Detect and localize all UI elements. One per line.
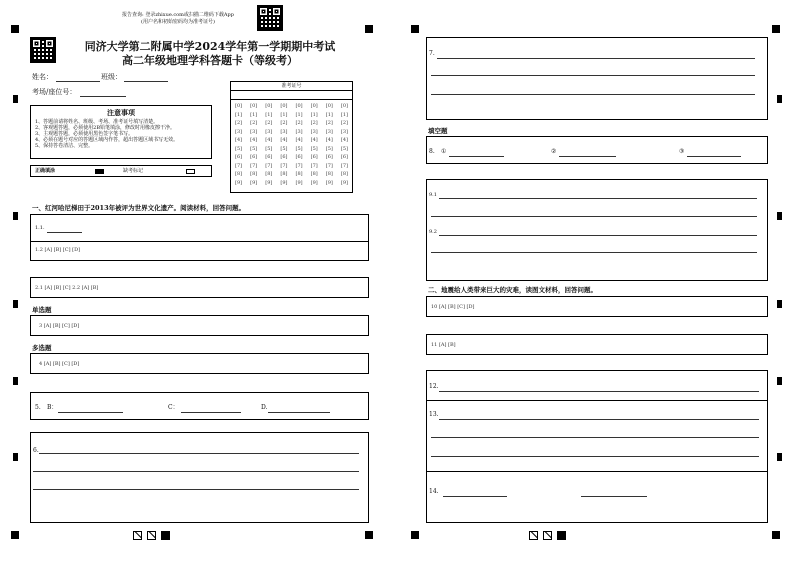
q5-c-blank[interactable] — [181, 412, 241, 413]
notice-title: 注意事项 — [107, 108, 135, 117]
section-2-title: 二、地震给人类带来巨大的灾难，读图文材料，回答问题。 — [428, 286, 597, 294]
alignment-mark — [411, 531, 419, 539]
side-mark — [777, 212, 782, 220]
answer-line[interactable] — [439, 391, 759, 392]
alignment-mark — [11, 25, 19, 33]
exam-id-column[interactable]: [0] [1] [2] [3] [4] [5] [6] [7] [8] [9] — [265, 103, 273, 186]
side-mark — [13, 95, 18, 103]
fill-example-box — [30, 165, 212, 177]
side-mark — [777, 95, 782, 103]
q5-d-label: D. — [261, 404, 268, 411]
header-instruction-2: (用户名和初始密码均为准考证号) — [141, 19, 215, 25]
room-seat-label: 考场/座位号： — [32, 88, 77, 96]
exam-id-column[interactable]: [0] [1] [2] [3] [4] [5] [6] [7] [8] [9] — [235, 103, 243, 186]
q5-label: 5. — [35, 404, 41, 411]
q8-blank-3[interactable] — [687, 156, 741, 157]
answer-line[interactable] — [439, 198, 757, 199]
q5-answer-box[interactable] — [30, 392, 369, 420]
section-1-title: 一、红河哈尼梯田于2013年被评为世界文化遗产。阅读材料，回答问题。 — [32, 204, 246, 212]
exam-id-box — [230, 81, 353, 193]
answer-line[interactable] — [439, 419, 759, 420]
answer-line[interactable] — [431, 94, 755, 95]
side-mark — [777, 377, 782, 385]
q8-blank-2-label: ② — [551, 148, 557, 155]
q12-label: 12. — [429, 383, 439, 390]
alignment-mark — [772, 25, 780, 33]
side-mark — [13, 300, 18, 308]
answer-line[interactable] — [431, 216, 757, 217]
q8-blank-1[interactable] — [449, 156, 504, 157]
q8-answer-box[interactable] — [426, 136, 768, 164]
q4-answer-box[interactable] — [30, 353, 369, 374]
q9-2-label: 9.2 — [429, 229, 437, 235]
exam-id-column[interactable]: [0] [1] [2] [3] [4] [5] [6] [7] [8] [9] — [250, 103, 258, 186]
alignment-mark — [11, 531, 19, 539]
report-qr-code — [257, 5, 283, 31]
q1-1-label: 1.1. — [35, 225, 45, 231]
q1-2-options[interactable]: 1.2 [A] [B] [C] [D] — [35, 247, 81, 253]
notice-item: 3、主观题答题，必须使用黑色签字笔书写。 — [35, 131, 134, 137]
answer-line[interactable] — [39, 453, 359, 454]
absent-mark-label: 缺考标记 — [123, 168, 144, 174]
correct-fill-sample — [95, 169, 104, 174]
single-choice-title: 单选题 — [32, 306, 52, 314]
notice-item: 5、保持答卷清洁、完整。 — [35, 143, 94, 149]
answer-line[interactable] — [431, 252, 757, 253]
q8-label: 8. — [429, 148, 435, 155]
q5-d-blank[interactable] — [268, 412, 330, 413]
answer-line[interactable] — [431, 456, 759, 457]
answer-line[interactable] — [437, 58, 755, 59]
page-code-box — [529, 531, 538, 540]
exam-id-bubbles — [231, 100, 352, 187]
multi-choice-title: 多选题 — [32, 344, 52, 352]
q5-b-blank[interactable] — [58, 412, 123, 413]
q8-blank-3-label: ③ — [679, 148, 685, 155]
q2-answer-box[interactable] — [30, 277, 369, 298]
page-code-box — [147, 531, 156, 540]
page-code-box — [543, 531, 552, 540]
side-mark — [777, 300, 782, 308]
room-seat-field[interactable] — [80, 96, 126, 97]
page-code-box — [161, 531, 170, 540]
q3-answer-box[interactable] — [30, 315, 369, 336]
class-label: 班级： — [101, 73, 122, 81]
card-qr-code — [30, 37, 56, 63]
class-field[interactable] — [124, 81, 168, 82]
alignment-mark — [365, 531, 373, 539]
q10-answer-box[interactable] — [426, 296, 768, 317]
q1-1-blank[interactable] — [47, 232, 82, 233]
q13-label: 13. — [429, 411, 439, 418]
answer-line[interactable] — [431, 437, 759, 438]
header-instruction-1: 报告查询: 登录zhixue.com或扫描二维码下载App — [122, 12, 234, 18]
answer-line[interactable] — [33, 489, 359, 490]
q7-answer-box[interactable] — [426, 37, 768, 120]
q11-answer-box[interactable] — [426, 334, 768, 355]
exam-id-label: 准考证号 — [231, 82, 352, 91]
notice-item: 2、客观题答题，必须使用2B铅笔填涂，修改时用橡皮擦干净。 — [35, 125, 176, 131]
side-mark — [13, 453, 18, 461]
notice-item: 1、答题前请将姓名、班级、考场、准考证号填写清楚。 — [35, 119, 159, 125]
exam-id-column[interactable]: [0] [1] [2] [3] [4] [5] [6] [7] [8] [9] — [310, 103, 318, 186]
notice-item: 4、必须在题号对应的答题区域内作答，超出答题区域书写无效。 — [35, 137, 179, 143]
q8-blank-2[interactable] — [559, 156, 616, 157]
q6-label: 6. — [33, 447, 39, 454]
fill-blank-title: 填空题 — [428, 127, 448, 135]
q9-answer-box[interactable] — [426, 179, 768, 281]
page-subtitle: 高二年级地理学科答题卡（等级考） — [122, 54, 298, 67]
q1-answer-box[interactable] — [30, 214, 369, 261]
q11-options[interactable]: 11 [A] [B] — [431, 342, 456, 348]
exam-id-column[interactable]: [0] [1] [2] [3] [4] [5] [6] [7] [8] [9] — [295, 103, 303, 186]
q10-options[interactable]: 10 [A] [B] [C] [D] — [431, 304, 475, 310]
answer-line[interactable] — [431, 75, 755, 76]
side-mark — [13, 212, 18, 220]
q4-options[interactable]: 4 [A] [B] [C] [D] — [39, 361, 80, 367]
side-mark — [13, 377, 18, 385]
page-title: 同济大学第二附属中学2024学年第一学期期中考试 — [84, 40, 336, 53]
exam-id-column[interactable]: [0] [1] [2] [3] [4] [5] [6] [7] [8] [9] — [325, 103, 333, 186]
q14-blank-2[interactable] — [581, 496, 647, 497]
q6-answer-box[interactable] — [30, 432, 369, 523]
notice-box — [30, 105, 212, 159]
q7-label: 7. — [429, 50, 435, 57]
alignment-mark — [365, 25, 373, 33]
q8-blank-1-label: ① — [441, 148, 447, 155]
absent-mark-box[interactable] — [186, 169, 195, 174]
exam-id-write-row[interactable] — [231, 91, 352, 100]
q14-blank-1[interactable] — [443, 496, 507, 497]
answer-line[interactable] — [33, 471, 359, 472]
correct-fill-label: 正确填涂 — [35, 168, 56, 174]
side-mark — [777, 453, 782, 461]
page-code-box — [133, 531, 142, 540]
q5-c-label: C： — [168, 404, 179, 411]
q9-1-label: 9.1 — [429, 192, 437, 198]
q5-b-label: B： — [47, 404, 58, 411]
exam-id-column[interactable]: [0] [1] [2] [3] [4] [5] [6] [7] [8] [9] — [280, 103, 288, 186]
alignment-mark — [772, 531, 780, 539]
page-code-box — [557, 531, 566, 540]
alignment-mark — [411, 25, 419, 33]
q12-14-answer-box[interactable] — [426, 370, 768, 523]
exam-id-column[interactable]: [0] [1] [2] [3] [4] [5] [6] [7] [8] [9] — [340, 103, 348, 186]
name-label: 姓名： — [32, 73, 53, 81]
q2-options[interactable]: 2.1 [A] [B] [C] 2.2 [A] [B] — [35, 285, 99, 291]
q3-options[interactable]: 3 [A] [B] [C] [D] — [39, 323, 80, 329]
q14-label: 14. — [429, 488, 439, 495]
name-field[interactable] — [56, 81, 100, 82]
answer-line[interactable] — [439, 235, 757, 236]
